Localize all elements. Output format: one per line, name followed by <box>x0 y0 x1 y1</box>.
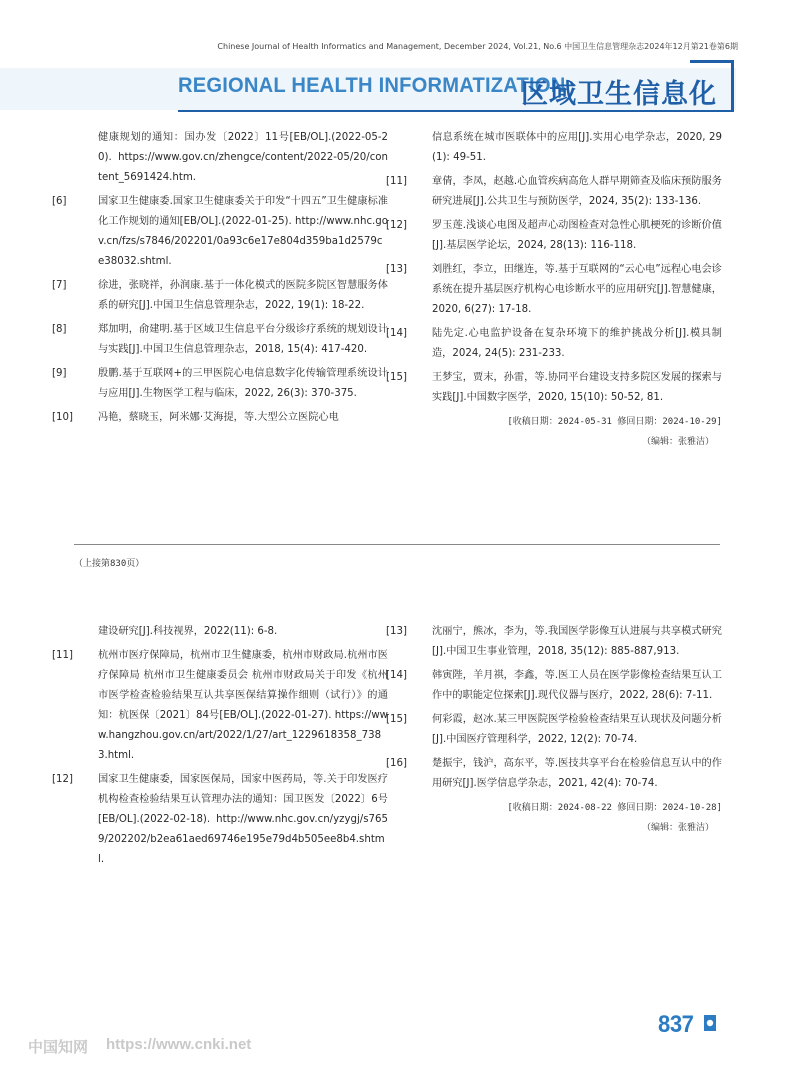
references-column-left-2 <box>52 622 388 874</box>
section-banner-chinese: 区域卫生信息化 <box>521 79 717 110</box>
reference-number: [7] <box>52 280 67 291</box>
reference-number: [13] <box>386 626 407 637</box>
reference-number: [12] <box>52 774 73 785</box>
cnki-logo: 中国知网 <box>28 1038 89 1056</box>
banner-frame-decoration <box>690 60 734 112</box>
reference-number: [16] <box>386 758 407 769</box>
reference-text: 国家卫生健康委.国家卫生健康委关于印发“十四五”卫生健康标准化工作规划的通知[EB/OL].(2022-01-25). http://www.nhc.gov.cn/fzs/s7846/202201/0a93c6e17e804d359ba1d2579ce38032.shtml. <box>98 196 388 267</box>
reference-text: 杭州市医疗保障局，杭州市卫生健康委，杭州市财政局.杭州市医疗保障局 杭州市卫生健康委员会 杭州市财政局关于印发《杭州市医学检查检验结果互认共享医保结算操作细则（试行）》的通知：杭医保〔2021〕84号[EB/OL].(2022-01-27). https://www.hangzhou.gov.cn/art/2022/1/27/art_1229618358_7383.html. <box>98 650 388 761</box>
page-number-mark-icon <box>702 1014 718 1032</box>
reference-text: 刘胜红，李立，田继连，等.基于互联网的“云心电”远程心电会诊系统在提升基层医疗机构心电诊断水平的应用研究[J].智慧健康，2020, 6(27): 17-18. <box>432 264 722 315</box>
reference-entry <box>386 172 722 212</box>
reference-entry <box>410 128 722 168</box>
reference-entry <box>76 622 388 642</box>
reference-text: 沈丽宁，熊冰，李为，等.我国医学影像互认进展与共享模式研究[J].中国卫生事业管理，2018, 35(12): 885-887,913. <box>432 626 722 657</box>
reference-entry <box>76 128 388 188</box>
reference-entry <box>52 364 388 404</box>
reference-number: [14] <box>386 670 407 681</box>
cnki-url[interactable]: https://www.cnki.net <box>106 1036 252 1053</box>
received-revised-dates: [收稿日期：2024-05-31 修回日期：2024-10-29] <box>507 417 722 427</box>
reference-number: [12] <box>386 220 407 231</box>
reference-text: 罗玉莲.浅谈心电图及超声心动图检查对急性心肌梗死的诊断价值[J].基层医学论坛，2024, 28(13): 116-118. <box>432 220 722 251</box>
reference-text: 信息系统在城市医联体中的应用[J].实用心电学杂志，2020, 29(1): 49-51. <box>432 132 722 163</box>
article-divider <box>74 544 720 545</box>
reference-text: 韩寅陛，羊月祺，李鑫，等.医工人员在医学影像检查结果互认工作中的职能定位探索[J].现代仪器与医疗，2022, 28(6): 7-11. <box>432 670 722 701</box>
references-column-right-1 <box>386 128 722 452</box>
reference-entry <box>52 276 388 316</box>
reference-text: 建设研究[J].科技视界，2022(11): 6-8. <box>98 626 278 637</box>
continued-from-note: （上接第830页） <box>74 559 145 569</box>
reference-number: [11] <box>386 176 407 187</box>
reference-text: 何彩霞，赵冰.某三甲医院医学检验检查结果互认现状及问题分析[J].中国医疗管理科学，2022, 12(2): 70-74. <box>432 714 722 745</box>
reference-number: [6] <box>52 196 67 207</box>
reference-text: 楚振宇，钱沪，高东平，等.医技共享平台在检验信息互认中的作用研究[J].医学信息学杂志，2021, 42(4): 70-74. <box>432 758 722 789</box>
reference-number: [15] <box>386 372 407 383</box>
reference-text: 郑加明，俞建明.基于区域卫生信息平台分级诊疗系统的规划设计与实践[J].中国卫生信息管理杂志，2018, 15(4): 417-420. <box>98 324 388 355</box>
reference-entry <box>386 710 722 750</box>
banner-underline <box>178 110 734 112</box>
reference-entry <box>386 368 722 408</box>
reference-entry <box>52 192 388 272</box>
reference-entry <box>52 770 388 870</box>
reference-entry <box>52 646 388 766</box>
editor-credit: （编辑：张雅洁） <box>641 823 714 833</box>
reference-entry <box>386 260 722 320</box>
reference-text: 章倩，李凤，赵越.心血管疾病高危人群早期筛查及临床预防服务研究进展[J].公共卫生与预防医学，2024, 35(2): 133-136. <box>432 176 722 207</box>
section-banner-english: REGIONAL HEALTH INFORMATIZATION <box>178 74 566 97</box>
references-column-right-2 <box>386 622 722 838</box>
reference-number: [9] <box>52 368 67 379</box>
references-column-left-1 <box>52 128 388 432</box>
reference-number: [11] <box>52 650 73 661</box>
reference-text: 王梦宝，贾末，孙雷，等.协同平台建设支持多院区发展的探索与实践[J].中国数字医学，2020, 15(10): 50-52, 81. <box>432 372 722 403</box>
reference-text: 陆先定.心电监护设备在复杂环境下的维护挑战分析[J].模具制造，2024, 24(5): 231-233. <box>432 328 722 359</box>
reference-entry <box>52 408 388 428</box>
reference-number: [14] <box>386 328 407 339</box>
reference-number: [13] <box>386 264 407 275</box>
reference-entry <box>52 320 388 360</box>
reference-text: 冯艳，蔡晓玉，阿米娜·艾海提，等.大型公立医院心电 <box>98 412 339 423</box>
reference-text: 健康规划的通知：国办发〔2022〕11号[EB/OL].(2022-05-20). https://www.gov.cn/zhengce/content/2022-05/20/content_5691424.htm. <box>98 132 388 183</box>
reference-text: 徐进，张晓祥，孙润康.基于一体化模式的医院多院区智慧服务体系的研究[J].中国卫生信息管理杂志，2022, 19(1): 18-22. <box>98 280 388 311</box>
reference-number: [8] <box>52 324 67 335</box>
reference-number: [10] <box>52 412 73 423</box>
received-revised-dates: [收稿日期：2024-08-22 修回日期：2024-10-28] <box>507 803 722 813</box>
reference-entry <box>386 324 722 364</box>
reference-entry <box>386 754 722 794</box>
reference-entry <box>386 622 722 662</box>
reference-text: 殷鹏.基于互联网+的三甲医院心电信息数字化传输管理系统设计与应用[J].生物医学工程与临床，2022, 26(3): 370-375. <box>98 368 388 399</box>
editor-credit: （编辑：张雅洁） <box>641 437 714 447</box>
reference-text: 国家卫生健康委，国家医保局，国家中医药局，等.关于印发医疗机构检查检验结果互认管理办法的通知：国卫医发〔2022〕6号[EB/OL].(2022-02-18). http://www.nhc.gov.cn/yzygj/s7659/202202/b2ea61aed69746e195e79d4b505ee8b4.shtml. <box>98 774 388 865</box>
reference-entry <box>386 216 722 256</box>
reference-entry <box>386 666 722 706</box>
running-header: Chinese Journal of Health Informatics and Management, December 2024, Vol.21, No.6 中国卫生信息管理杂志2024年12月第21卷第6期 <box>217 42 738 51</box>
reference-number: [15] <box>386 714 407 725</box>
page-number: 837 <box>658 1011 694 1038</box>
